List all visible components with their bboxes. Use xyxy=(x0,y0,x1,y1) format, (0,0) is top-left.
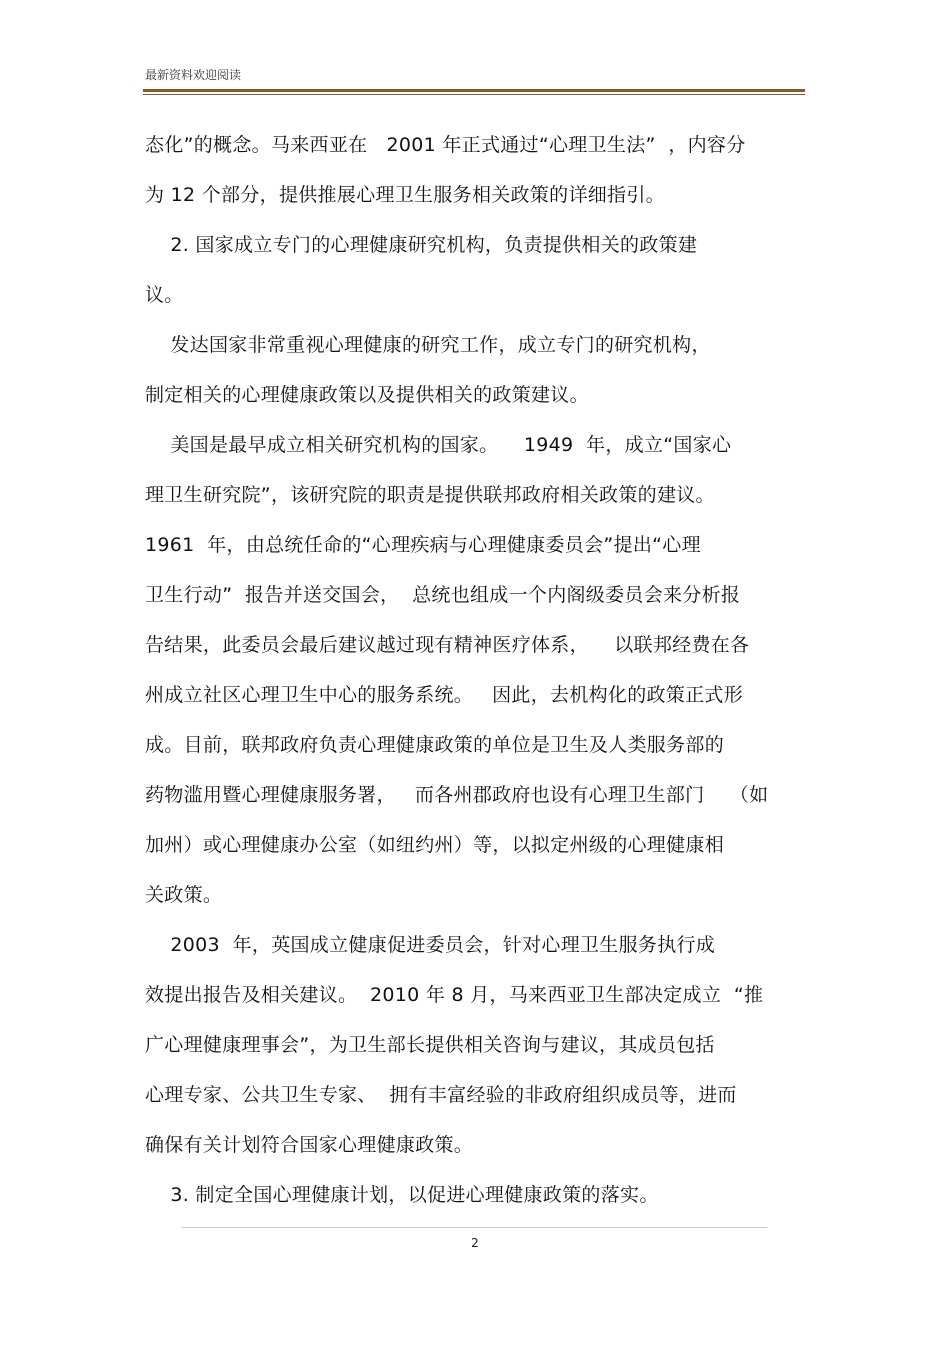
text-line: 广心理健康理事会”，为卫生部长提供相关咨询与建议，其成员包括 xyxy=(145,1034,715,1056)
text-line: 州成立社区心理卫生中心的服务系统。 因此，去机构化的政策正式形 xyxy=(145,684,744,706)
text-line: 卫生行动” 报告并送交国会， 总统也组成一个内阁级委员会来分析报 xyxy=(145,584,741,606)
header-rule-thick xyxy=(143,89,805,92)
text-line: 态化”的概念。马来西亚在 2001 年正式通过“心理卫生法” ，内容分 xyxy=(145,134,746,156)
text-line: 议。 xyxy=(145,284,184,306)
text-line: 成。目前，联邦政府负责心理健康政策的单位是卫生及人类服务部的 xyxy=(145,734,725,756)
text-line: 心理专家、公共卫生专家、 拥有丰富经验的非政府组织成员等，进而 xyxy=(145,1084,737,1106)
text-line: 告结果，此委员会最后建议越过现有精神医疗体系， 以联邦经费在各 xyxy=(145,634,750,656)
text-line: 1961 年，由总统任命的“心理疾病与心理健康委员会”提出“心理 xyxy=(145,534,701,556)
header-rule-thin xyxy=(143,94,805,95)
text-line: 效提出报告及相关建议。 2010 年 8 月，马来西亚卫生部决定成立 “推 xyxy=(145,984,764,1006)
text-line: 关政策。 xyxy=(145,884,223,906)
text-line: 2. 国家成立专门的心理健康研究机构，负责提供相关的政策建 xyxy=(145,234,698,256)
page-number: 2 xyxy=(471,1236,479,1250)
text-line: 制定相关的心理健康政策以及提供相关的政策建议。 xyxy=(145,384,589,406)
text-line: 确保有关计划符合国家心理健康政策。 xyxy=(145,1134,474,1156)
text-line: 理卫生研究院”，该研究院的职责是提供联邦政府相关政策的建议。 xyxy=(145,484,715,506)
text-line: 发达国家非常重视心理健康的研究工作，成立专门的研究机构， xyxy=(145,334,711,356)
text-line: 加州）或心理健康办公室（如纽约州）等，以拟定州级的心理健康相 xyxy=(145,834,725,856)
text-line: 美国是最早成立相关研究机构的国家。 1949 年，成立“国家心 xyxy=(145,434,732,456)
text-line: 2003 年，英国成立健康促进委员会，针对心理卫生服务执行成 xyxy=(145,934,716,956)
text-line: 药物滥用暨心理健康服务署， 而各州郡政府也设有心理卫生部门 （如 xyxy=(145,784,769,806)
document-body xyxy=(145,120,807,1220)
page-header-text: 最新资料欢迎阅读 xyxy=(145,68,242,82)
text-line: 3. 制定全国心理健康计划，以促进心理健康政策的落实。 xyxy=(145,1184,659,1206)
footer-rule xyxy=(182,1227,767,1228)
text-line: 为 12 个部分，提供推展心理卫生服务相关政策的详细指引。 xyxy=(145,184,665,206)
